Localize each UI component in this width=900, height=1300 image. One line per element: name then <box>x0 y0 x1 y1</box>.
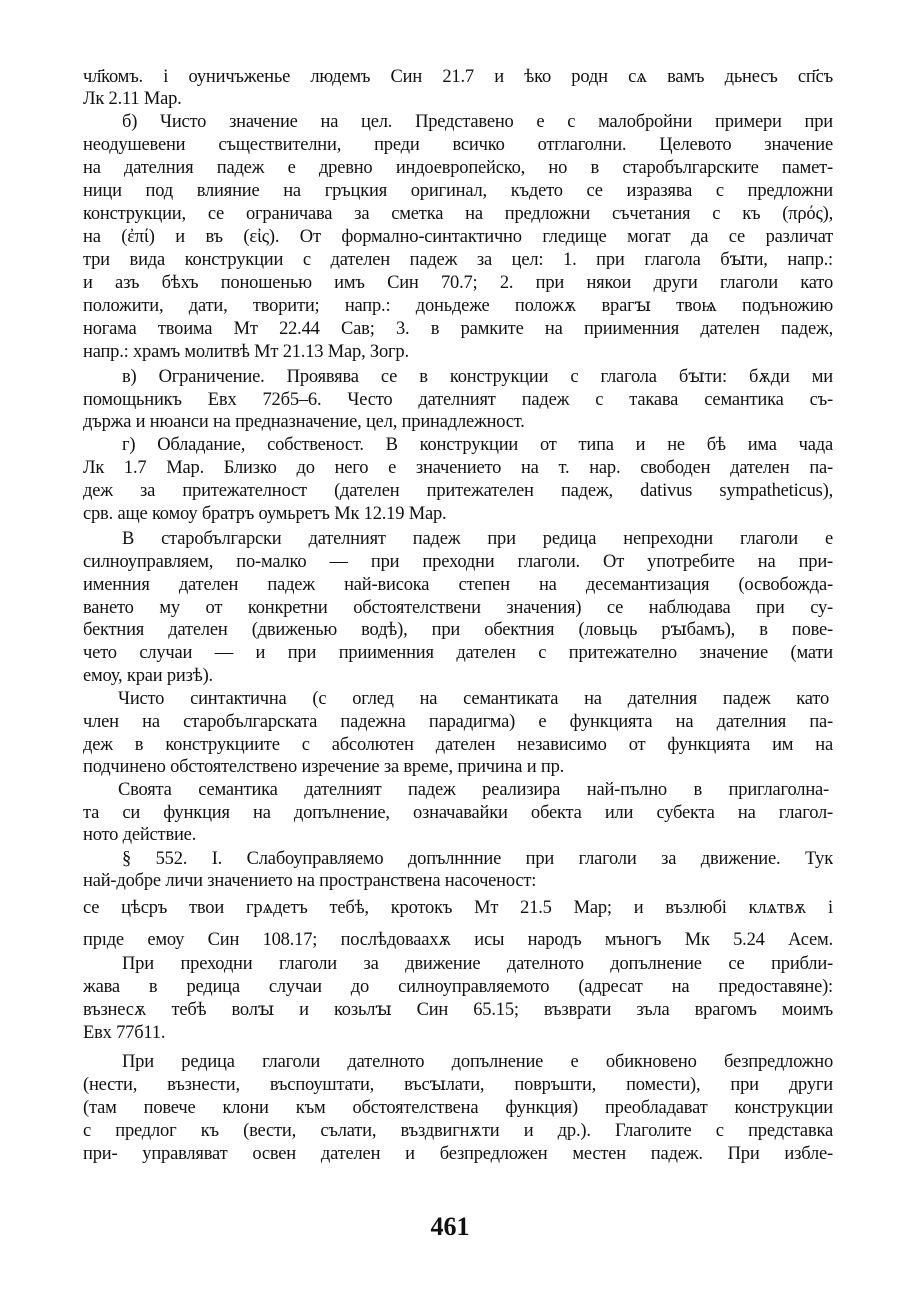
text-line: При редица глаголи дателното допълнение е обикновено безпредложно <box>122 1052 833 1072</box>
text-line: ници под влияние на гръцкия оригинал, където се изразява с предложни <box>83 181 833 201</box>
text-line: Чисто синтактична (с оглед на семантиката на дателния падеж като <box>118 689 829 709</box>
text-line: бектния дателен (движенью водѣ), при обектния (ловьць рꙑбамъ), в пове- <box>83 620 833 640</box>
text-line: В старобългарски дателният падеж при редица непреходни глаголи е <box>122 529 833 549</box>
text-line: ното действие. <box>83 825 197 845</box>
text-line: възнесѫ тебѣ волꙑ и козьлꙑ Син 65.15; възврати зъла врагомъ моимъ <box>83 1000 833 1020</box>
text-line: помощьникъ Евх 72б5–6. Често дателният падеж с такава семантика съ- <box>83 390 833 410</box>
text-line: в) Ограничение. Проявява се в конструкции с глагола бꙑти: бѫди ми <box>122 367 833 387</box>
text-line: на дателния падеж е древно индоевропейско, но в старобългарските памет- <box>83 158 833 178</box>
text-line: Своята семантика дателният падеж реализира най-пълно в приглаголна- <box>118 780 829 800</box>
text-line: прıде емоу Син 108.17; послѣдоваахѫ исы народъ мъногъ Мк 5.24 Асем. <box>83 930 833 950</box>
text-line: При преходни глаголи за движение дателното допълнение се прибли- <box>122 954 833 974</box>
text-line: с предлог къ (вести, сълати, въздвигнѫти и др.). Глаголите с представка <box>83 1121 833 1141</box>
text-line: държа и нюанси на предназначение, цел, принадлежност. <box>83 412 525 432</box>
text-line: Лк 2.11 Мар. <box>83 89 182 109</box>
text-line: конструкции, се ограничава за сметка на предложни съчетания с къ (πρός), <box>83 204 833 224</box>
text-line: деж за притежателност (дателен притежателен падеж, dativus sympatheticus), <box>83 481 833 501</box>
text-line: (нести, възнести, въспоуштати, въсꙑлати, повръшти, помести), при други <box>83 1075 833 1095</box>
text-line: Евх 77б11. <box>83 1023 166 1043</box>
text-line: се цѣсръ твои грѧдетъ тебѣ, кротокъ Мт 21.5 Мар; и възлюбі клѧтвѫ і <box>83 898 833 918</box>
text-line: ването му от конкретни обстоятелствени значения) се наблюдава при су- <box>83 598 833 618</box>
text-line: деж в конструкциите с абсолютен дателен независимо от функцията им на <box>83 735 833 755</box>
text-line: силноуправляем, по-малко — при преходни глаголи. От употребите на при- <box>83 552 833 572</box>
text-line: и азъ бѣхъ поношенью имъ Син 70.7; 2. при някои други глаголи като <box>83 273 833 293</box>
text-line: именния дателен падеж най-висока степен на десемантизация (освобожда- <box>83 575 833 595</box>
text-line: на (ἐπί) и въ (εἰς). От формално-синтактично гледище могат да се различат <box>83 227 833 247</box>
text-line: Лк 1.7 Мар. Близко до него е значението на т. нар. свободен дателен па- <box>83 458 833 478</box>
text-line: б) Чисто значение на цел. Представено е с малобройни примери при <box>122 112 833 132</box>
text-line: напр.: храмъ молитвѣ Мт 21.13 Мар, Зогр. <box>83 342 409 362</box>
text-line: § 552. I. Слабоуправляемо допълннние при глаголи за движение. Тук <box>122 849 833 869</box>
text-line: емоу, краи ризѣ). <box>83 666 213 686</box>
text-line: жава в редица случаи до силноуправляемото (адресат на предоставяне): <box>83 977 833 997</box>
text-line: три вида конструкции с дателен падеж за цел: 1. при глагола бꙑти, напр.: <box>83 250 833 270</box>
text-line: (там повече клони към обстоятелствена функция) преобладават конструкции <box>83 1098 833 1118</box>
text-line: положити, дати, творити; напр.: доньдеже положѫ врагꙑ твоѩ подъножию <box>83 296 833 316</box>
text-line: чл҃комъ. і оуничъженье людемъ Син 21.7 и ѣко родн сѧ вамъ дьнесъ сп҃съ <box>83 67 833 87</box>
text-line: срв. аще комоу братръ оумьретъ Мк 12.19 Мар. <box>83 504 447 524</box>
text-line: член на старобългарската падежна парадигма) е функцията на дателния па- <box>83 712 833 732</box>
text-line: най-добре личи значението на пространствена насоченост: <box>83 871 537 891</box>
text-line: чето случаи — и при приименния дателен с притежателно значение (мати <box>83 643 833 663</box>
text-line: г) Обладание, собственост. В конструкции от типа и не бѣ има чада <box>122 435 833 455</box>
text-line: неодушевени съществителни, преди всичко отглаголни. Целевото значение <box>83 135 833 155</box>
text-line: та си функция на допълнение, означавайки обекта или субекта на глагол- <box>83 803 833 823</box>
page-number: 461 <box>430 1212 470 1241</box>
text-line: ногама твоима Мт 22.44 Сав; 3. в рамките на приименния дателен падеж, <box>83 319 833 339</box>
text-line: при- управляват освен дателен и безпредложен местен падеж. При избле- <box>83 1144 833 1164</box>
text-line: подчинено обстоятелствено изречение за време, причина и пр. <box>83 757 565 777</box>
